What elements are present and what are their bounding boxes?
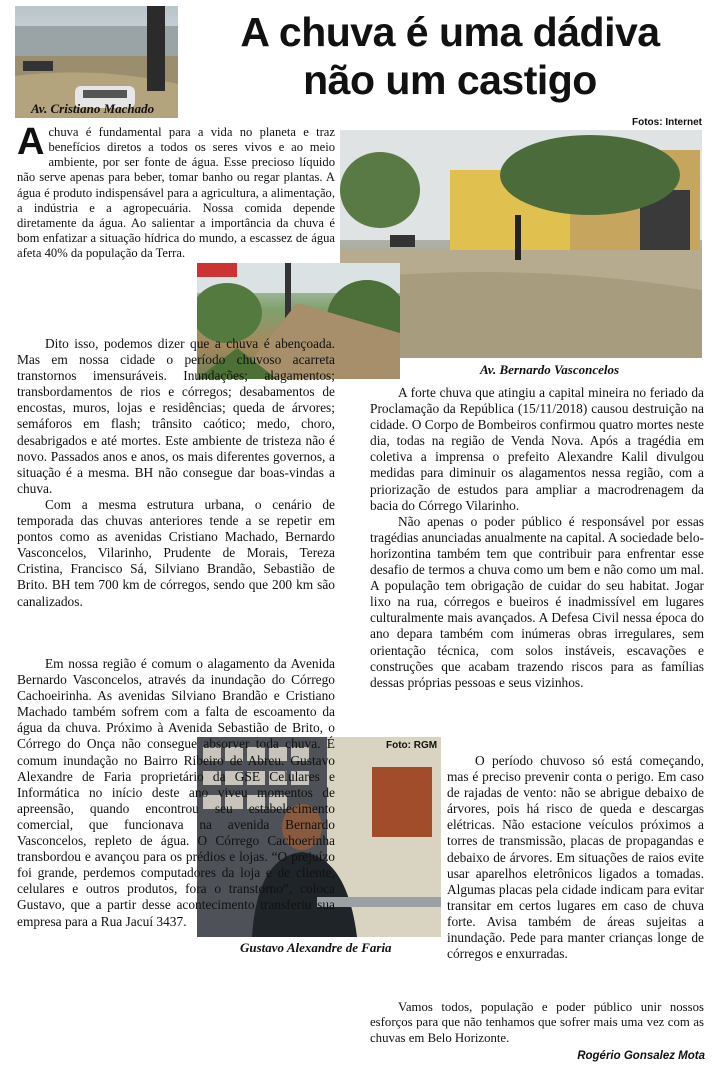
col2-block-c bbox=[370, 1000, 704, 1046]
headline-line-2: não um castigo bbox=[303, 57, 597, 103]
dropcap: A bbox=[17, 121, 45, 163]
col1-p1: chuva é fundamental para a vida no planeta e traz benefícios diretos a todos os seres vivos e ao meio ambiente, por ser fonte de água. Esse precioso líquido não serve apenas para beber, tomar banho ou regar plantas. A água é produto indispensável para a agricultura, a alimentação, a indústria e a agropecuária. Nossa comida depende diretamente da água. Ao salientar a importância da chuva é bom enfatizar a situação hídrica do mundo, a escassez de água afeta 40% da população da Terra. bbox=[17, 125, 335, 261]
col1-p4: Em nossa região é comum o alagamento da Avenida Bernardo Vasconcelos, através da inundação do Córrego Cachoeirinha. As avenidas Silviano Brandão e Cristiano Machado também sofrem com a falta de escoamento da água da chuva. Próximo à Avenida Sebastião de Brito, o Córrego do Onça não consegue absorver toda chuva. É comum inundação no Bairro Ribeiro de Abreu. Gustavo Alexandre de Faria proprietário da GSE Celulares e Informática no início deste ano viveu momentos de apreensão, quando encontrou seu estabelecimento comercial, que funcionava na avenida Bernardo Vasconcelos, repleto de água. O Córrego Cachoerinha transbordou e avançou para os prédios e lojas. “O prejuízo foi grande, perdemos computadores da loja e de cliente, celulares e outros produtos, fora o transtorno”, coloca Gustavo, que a partir desse acontecimento transferiu sua empresa para a Rua Jacuí 3437. bbox=[17, 656, 335, 929]
col1-block-a bbox=[17, 121, 335, 261]
col1-block-d bbox=[17, 656, 335, 930]
photo-cristiano-machado bbox=[15, 6, 178, 118]
col2-p3: O período chuvoso só está começando, mas é preciso prevenir conta o perigo. Em caso de rajadas de vento: não se abrigue debaixo de árvores, pois há risco de queda e descargas elétricas. Não estacione veículos próximos a torres de transmissão, placas de propagandas e debaixo de árvores. Em situações de raios evite usar aparelhos eletrônicos ligados a tomadas. Algumas placas pela cidade indicam para evitar transitar em certos lugares em caso de chuva forte. Avisa também de áreas sujeitas a inundação. Pede para manter crianças longe de córregos e enxurradas. bbox=[447, 753, 704, 962]
caption-cristiano-machado: Av. Cristiano Machado bbox=[31, 101, 155, 116]
col1-p3: Com a mesma estrutura urbana, o cenário de temporada das chuvas anteriores tende a se repetir em pontos como as avenidas Cristiano Machado, Bernardo Vasconcelos, Vilarinho, Prudente de Morais, Tereza Cristina, Francisco Sá, Silviano Brandão, Sebastião de Brito. BH tem 700 km de córregos, sendo que 200 km são canalizados. bbox=[17, 496, 335, 609]
caption-bernardo-vasconcelos: Av. Bernardo Vasconcelos bbox=[480, 362, 620, 377]
col2-block-b bbox=[447, 753, 704, 962]
photo-credit-rgm: Foto: RGM bbox=[386, 740, 438, 751]
col1-block-c bbox=[17, 336, 335, 610]
col2-block-a bbox=[370, 385, 704, 691]
caption-gustavo: Gustavo Alexandre de Faria bbox=[240, 940, 392, 955]
col2-p2: Não apenas o poder público é responsável por essas tragédias anunciadas anualmente na capital. A sociedade belo-horizontina também tem que contribuir para enfrentar esse desafio de termos a chuva como um bem e não como um mal. A população tem obrigação de cuidar do seu habitat. Jogar lixo na rua, córregos e bueiros é inadmissível em lugares culturalmente mais avançados. A Defesa Civil nessa época do ano depara também com inúmeras obras irregulares, sem orientação técnica, com solos instáveis, escavações e construções que acabam trazendo riscos para as famílias dessas próprias pessoas e seus vizinhos. bbox=[370, 513, 704, 690]
headline bbox=[190, 8, 710, 104]
col2-p1: A forte chuva que atingiu a capital mineira no feriado da Proclamação da República (15/11/2018) causou destruição na cidade. O Corpo de Bombeiros confirmou quatro mortes neste dia, todas na região de Venda Nova. Após a tragédia em coletiva a imprensa o prefeito Alexandre Kalil divulgou medidas para diminuir os alagamentos nessa região, com a priorização de estudos para ampliar a macrodrenagem da bacia do Córrego Vilarinho. bbox=[370, 385, 704, 513]
photo-credit-internet: Fotos: Internet bbox=[632, 117, 702, 128]
col2-p4: Vamos todos, população e poder público unir nossos esforços para que não tenhamos que sofrer mais uma vez com as chuvas em Belo Horizonte. bbox=[370, 1000, 704, 1045]
author-signature: Rogério Gonsalez Mota bbox=[577, 1050, 705, 1062]
headline-line-1: A chuva é uma dádiva bbox=[240, 9, 660, 55]
col1-p2: Dito isso, podemos dizer que a chuva é abençoada. Mas em nossa cidade o período chuvoso acarreta transtornos imensuráveis. Inundações; alagamentos; transbordamentos de rios e córregos; desabamentos de encostas, muros, lojas e residências; queda de árvores; semáforos em flash; trânsito caótico; medo, choro, desabrigados e até mortes. Este ambiente de tristeza não é novo. Passados anos e anos, os mais diferentes governos, a situação é a mesma. BH não consegue dar boas-vindas a chuva. bbox=[17, 336, 335, 496]
